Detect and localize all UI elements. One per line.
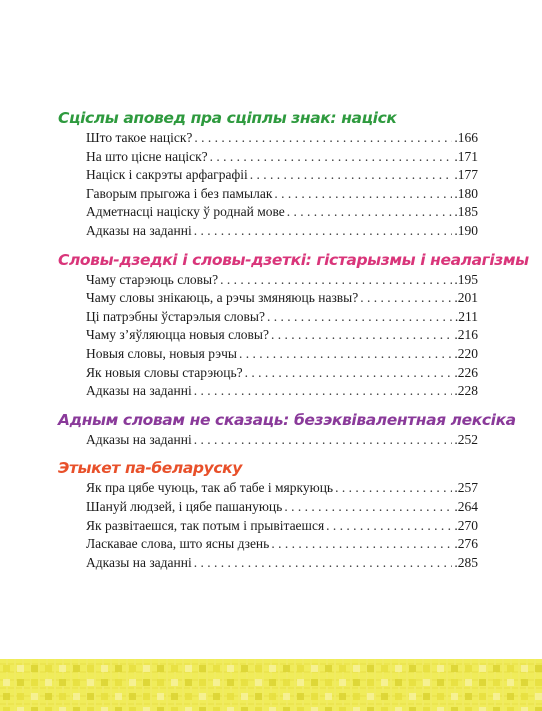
entry-title: Як пра цябе чуюць, так аб табе і мяркуюць [86,480,334,496]
entry-page-number: .257 [454,480,478,496]
entry-title: Чаму з’яўляюцца новыя словы? [86,327,269,343]
entry-page-number: .185 [454,204,478,220]
toc-entry[interactable] [58,382,478,401]
entry-page-number: .171 [454,148,478,164]
toc-section [58,410,516,450]
entry-title: Адказы на заданні [86,554,192,570]
dot-leader [360,289,452,308]
entry-title: Адказы на заданні [86,222,192,238]
entry-page-number: .180 [454,185,478,201]
entry-page-number: .220 [454,345,478,361]
toc-entry[interactable] [58,271,478,290]
toc-section [58,250,529,401]
entry-page-number: .216 [454,327,478,343]
entry-page-number: .166 [454,130,478,145]
dot-leader [245,364,453,383]
entry-page-number: .285 [454,554,478,570]
dot-leader [194,222,453,241]
dot-leader [326,517,452,536]
toc-entry[interactable] [58,166,478,185]
dot-leader [194,129,452,148]
toc-entry[interactable] [58,345,478,364]
dot-leader [220,271,452,290]
toc-entry[interactable] [58,479,478,498]
toc-entry[interactable] [58,554,478,573]
entry-page-number: .177 [454,167,478,183]
toc-entry[interactable] [58,535,478,554]
entry-page-number: .228 [454,383,478,399]
dot-leader [210,148,453,167]
dot-leader [271,535,452,554]
entry-page-number: .276 [454,536,478,552]
dot-leader [274,185,452,204]
toc-entry[interactable] [58,308,478,327]
entry-title: На што ціснe націск? [86,148,208,164]
toc-entry[interactable] [58,185,478,204]
dot-leader [194,431,453,450]
section-title: Сціслы аповед пра сціплы знак: націск [58,109,397,127]
toc-entry[interactable] [58,129,478,148]
entry-page-number: .270 [454,517,478,533]
entry-title: Ці патрэбны ўстарэлыя словы? [86,308,265,324]
dot-leader [335,479,452,498]
dot-leader [284,498,452,517]
toc-entry[interactable] [58,289,478,308]
entry-title: Ласкавае слова, што ясны дзень [86,536,270,552]
dot-leader [194,554,453,573]
entry-page-number: .195 [454,271,478,287]
table-of-contents [58,108,529,581]
dot-leader [250,166,453,185]
entry-page-number: .226 [454,364,478,380]
toc-entry[interactable] [58,148,478,167]
section-title: Адным словам не сказаць: безэквівалентная лексіка [58,410,516,429]
toc-entry[interactable] [58,364,478,383]
toc-section [58,458,478,572]
section-title: Этыкет па-беларуску [58,459,242,478]
entry-page-number: .201 [454,290,478,306]
toc-section [58,108,478,241]
entry-page-number: .252 [454,431,478,447]
entry-title: Націск і сакрэты арфаграфіі [86,167,248,183]
entry-title: Адметнасці націску ў роднай мове [86,204,285,220]
entry-title: Як новыя словы старэюць? [86,364,243,380]
toc-entry[interactable] [58,222,478,241]
toc-entry[interactable] [58,498,478,517]
entry-title: Адказы на заданні [86,431,192,447]
entry-title: Чаму старэюць словы? [86,271,219,287]
dot-leader [271,326,452,345]
dot-leader [239,345,452,364]
toc-entry[interactable] [58,517,478,536]
entry-page-number: .264 [454,498,478,514]
entry-title: Гаворым прыгожа і без памылак [86,185,273,201]
toc-entry[interactable] [58,326,478,345]
entry-title: Новыя словы, новыя рэчы [86,345,237,361]
toc-entry[interactable] [58,203,478,222]
entry-title: Адказы на заданні [86,383,192,399]
entry-title: Што такое націск? [86,130,193,145]
entry-page-number: .190 [454,222,478,238]
entry-title: Шануй людзей, і цябе пашануюць [86,498,283,514]
entry-page-number: .211 [454,308,478,324]
dot-leader [287,203,453,222]
section-title: Словы-дзедкі і словы-дзеткі: гістарызмы і неалагізмы [58,250,529,269]
dot-leader [267,308,453,327]
entry-title: Як развітаешся, так потым і прывітаешся [86,517,325,533]
toc-entry[interactable] [58,431,478,450]
dot-leader [194,382,453,401]
entry-title: Чаму словы знікаюць, а рэчы змяняюць назвы? [86,290,359,306]
footer-ornament-pattern [0,659,542,711]
